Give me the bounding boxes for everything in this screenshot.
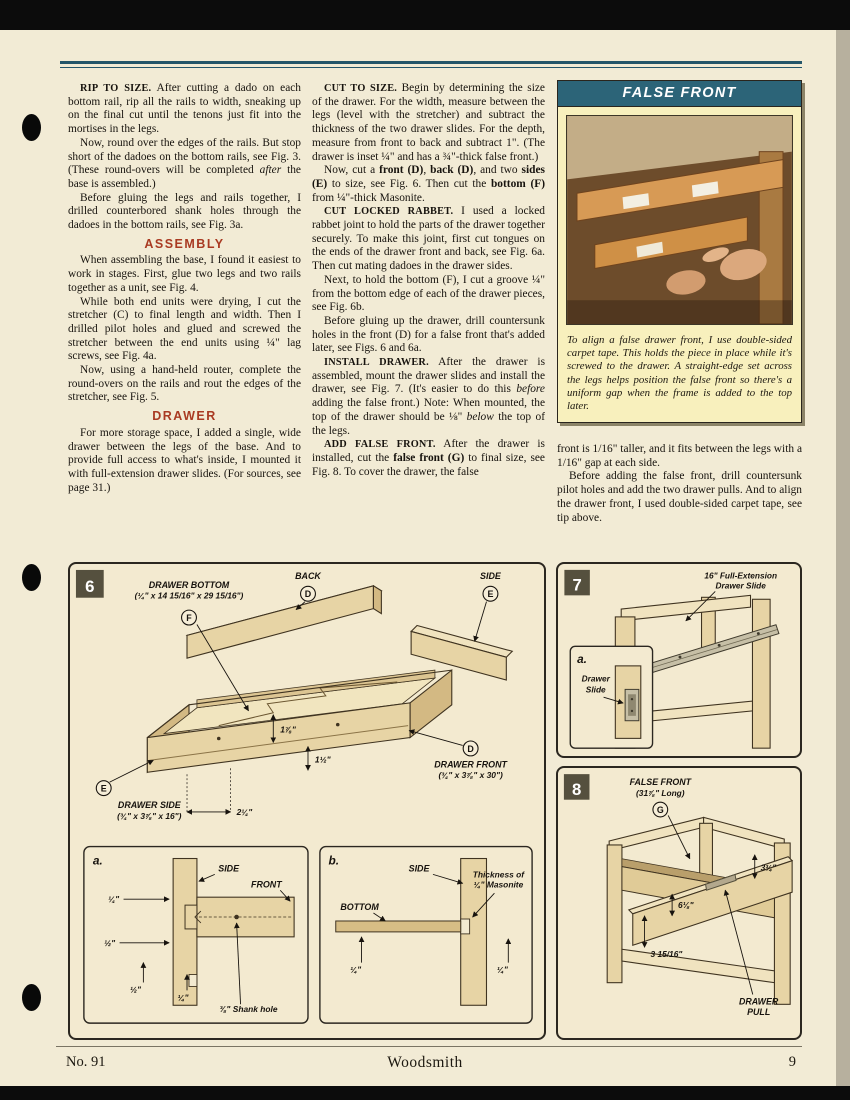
- svg-text:a.: a.: [92, 853, 103, 868]
- figure-8-panel: [556, 766, 802, 1040]
- paragraph: Now, using a hand-held router, complete the round-overs on the rails and rout the edges of the stretcher, see Fig. 5.: [68, 364, 301, 404]
- binder-hole: [22, 984, 41, 1011]
- page-top-rule-thin: [60, 67, 802, 68]
- paragraph: ADD FALSE FRONT. After the drawer is installed, cut the false front (G) to final size, see Fig. 8. To cover the drawer, the false: [312, 438, 545, 478]
- scan-top-bar: [0, 0, 850, 30]
- svg-text:FALSE FRONT: FALSE FRONT: [629, 776, 692, 787]
- svg-text:DRAWER FRONT: DRAWER FRONT: [434, 759, 507, 770]
- drawer-box: [147, 670, 451, 772]
- label-false-front: [630, 777, 693, 859]
- paragraph: CUT LOCKED RABBET. I used a locked rabbet joint to hold the parts of the drawer together securely. To make this joint, first cut tongues on the ends of the drawer front and back, see Fig. 6a. Then cut mating dadoes in the drawer sides.: [312, 205, 545, 273]
- false-front-tip-box: [557, 80, 802, 423]
- svg-text:6⅛": 6⅛": [678, 899, 694, 910]
- svg-text:Drawer Slide: Drawer Slide: [715, 580, 766, 591]
- figure-6-panel: [68, 562, 546, 1040]
- dimension-2-1-4: [187, 768, 253, 817]
- svg-text:½": ½": [129, 984, 141, 995]
- figure-7a-detail: [570, 646, 652, 748]
- tip-photo: [566, 115, 793, 325]
- page-footer: [0, 1054, 850, 1080]
- scan-bottom-bar: [0, 1086, 850, 1100]
- label-drawer-front: [409, 731, 508, 781]
- text-column-2: [312, 82, 545, 550]
- svg-text:DRAWER: DRAWER: [739, 996, 779, 1007]
- svg-text:G: G: [656, 804, 664, 815]
- tip-caption: To align a false drawer front, I use double-sided carpet tape. This holds the piece in place while it's screwed to the drawer. A straight-edge set across the legs helps position the false front so there's a uniform gap when the frame is added to the top later.: [567, 334, 792, 413]
- svg-text:16" Full-Extension: 16" Full-Extension: [704, 570, 778, 581]
- paragraph: Now, round over the edges of the rails. But stop short of the dadoes on the bottom rails, see Fig. 3. (These round-overs will be completed after the base is assembled.): [68, 136, 301, 190]
- svg-text:E: E: [100, 783, 107, 794]
- paragraph: Now, cut a front (D), back (D), and two sides (E) to size, see Fig. 6. Then cut the bottom (F) from ¼"-thick Masonite.: [312, 164, 545, 204]
- svg-text:⅜" Shank hole: ⅜" Shank hole: [219, 1004, 278, 1015]
- svg-text:Thickness of: Thickness of: [472, 869, 525, 880]
- svg-text:¼": ¼": [108, 894, 120, 905]
- svg-text:E: E: [487, 589, 494, 600]
- svg-text:a.: a.: [577, 652, 587, 666]
- text-column-3: [557, 443, 802, 547]
- paragraph: front is 1/16" taller, and it fits between the legs with a 1/16" gap at each side.: [557, 443, 802, 469]
- paragraph: Before adding the false front, drill countersunk pilot holes and add the two drawer pulls. And to align the drawer front, I used double-sided carpet tape, see tip above.: [557, 470, 802, 524]
- svg-text:SIDE: SIDE: [480, 570, 501, 581]
- figure-6b-detail: [320, 847, 532, 1024]
- paragraph: For more storage space, I added a single, wide drawer between the legs of the base. And to provide full access to what's inside, I mounted it with full-extension drawer slides. (For sources, see page 31.): [68, 426, 301, 494]
- svg-text:2¼": 2¼": [236, 806, 253, 817]
- page-number: 9: [788, 1054, 796, 1070]
- svg-text:Slide: Slide: [585, 684, 606, 695]
- svg-text:DRAWER SIDE: DRAWER SIDE: [117, 799, 181, 810]
- paragraph: Before gluing the legs and rails together, I drilled counterbored shank holes through the dadoes in the bottom rails, see Fig. 3a.: [68, 191, 301, 232]
- svg-text:DRAWER BOTTOM: DRAWER BOTTOM: [148, 579, 230, 590]
- svg-text:SIDE: SIDE: [218, 863, 240, 874]
- heading-assembly: ASSEMBLY: [144, 236, 225, 251]
- svg-text:3¾": 3¾": [760, 862, 777, 873]
- paragraph: Next, to hold the bottom (F), I cut a groove ¼" from the bottom edge of each of the drawer pieces, see Fig. 6b.: [312, 273, 545, 314]
- svg-text:¼": ¼": [350, 964, 362, 975]
- svg-text:¼": ¼": [177, 992, 189, 1003]
- footer-rule: [56, 1046, 802, 1047]
- figure-number: 8: [572, 779, 582, 799]
- paragraph: While both end units were drying, I cut the stretcher (C) to final length and width. Then I drilled pilot holes and glued and screwed the stretcher between the end units using ¼" lag screws, see Fig. 4a.: [68, 295, 301, 363]
- svg-text:D: D: [467, 743, 474, 754]
- figure-7-drawing: [558, 564, 800, 756]
- svg-text:BACK: BACK: [295, 570, 321, 581]
- heading-drawer: DRAWER: [152, 409, 217, 424]
- issue-number: No. 91: [66, 1054, 106, 1070]
- figure-6a-detail: [84, 847, 308, 1024]
- svg-text:½": ½": [104, 937, 116, 948]
- svg-text:Drawer: Drawer: [581, 673, 610, 684]
- svg-text:PULL: PULL: [747, 1007, 771, 1018]
- paragraph: Before gluing up the drawer, drill countersunk holes in the front (D) for a false front that's added later, see Figs. 6 and 6a.: [312, 314, 545, 355]
- svg-text:(¾" x 3⅞" x 30"): (¾" x 3⅞" x 30"): [438, 770, 503, 781]
- paragraph: When assembling the base, I found it easiest to work in stages. First, glue two legs and two rails together as a unit, see Fig. 4.: [68, 254, 301, 294]
- binder-hole: [22, 564, 41, 591]
- paragraph: INSTALL DRAWER. After the drawer is assembled, mount the drawer slides and install the drawer, see Fig. 7. (It's easier to do this before adding the false front.) Note: When mounted, the top of the drawer should be ⅛" below the top of the legs.: [312, 356, 545, 437]
- figure-number: 6: [85, 576, 95, 596]
- svg-text:b.: b.: [328, 853, 340, 868]
- figure-number: 7: [572, 575, 582, 595]
- figure-6-drawing: [70, 564, 544, 1038]
- figure-7-panel: [556, 562, 802, 758]
- label-side-top: [475, 571, 502, 641]
- figure-8-drawing: [558, 768, 800, 1038]
- tip-box-title: FALSE FRONT: [558, 81, 801, 107]
- magazine-name: Woodsmith: [387, 1054, 463, 1071]
- binder-hole: [22, 114, 41, 141]
- page-top-rule-thick: [60, 61, 802, 64]
- paragraph: RIP TO SIZE. After cutting a dado on each bottom rail, rip all the rails to width, sneaking up on the final cut until the tenons just fit into the mortises in the legs.: [68, 82, 301, 136]
- svg-text:FRONT: FRONT: [251, 879, 282, 890]
- svg-text:¼": ¼": [496, 964, 508, 975]
- svg-text:¼" Masonite: ¼" Masonite: [473, 879, 524, 890]
- svg-text:(¾" x 3⅞" x 16"): (¾" x 3⅞" x 16"): [117, 810, 182, 821]
- text-column-1: [68, 82, 301, 550]
- paragraph: CUT TO SIZE. Begin by determining the size of the drawer. For the width, measure between the legs (level with the stretcher) and subtract the thickness of the two drawer slides. For the depth, measure from front to back and subtract 1". (The drawer is inset ¼" and has a ¾"-thick false front.): [312, 82, 545, 163]
- scan-right-edge: [836, 30, 850, 1086]
- svg-text:(¼" x 14 15/16" x 29 15/16"): (¼" x 14 15/16" x 29 15/16"): [134, 590, 244, 601]
- svg-text:F: F: [186, 613, 192, 624]
- svg-text:D: D: [304, 589, 312, 600]
- svg-text:1⅞": 1⅞": [280, 724, 296, 735]
- svg-text:(31⅞" Long): (31⅞" Long): [636, 787, 685, 798]
- svg-text:BOTTOM: BOTTOM: [340, 902, 379, 913]
- svg-text:3 15/16": 3 15/16": [650, 949, 683, 960]
- svg-text:SIDE: SIDE: [408, 863, 430, 874]
- svg-text:1½": 1½": [314, 754, 331, 765]
